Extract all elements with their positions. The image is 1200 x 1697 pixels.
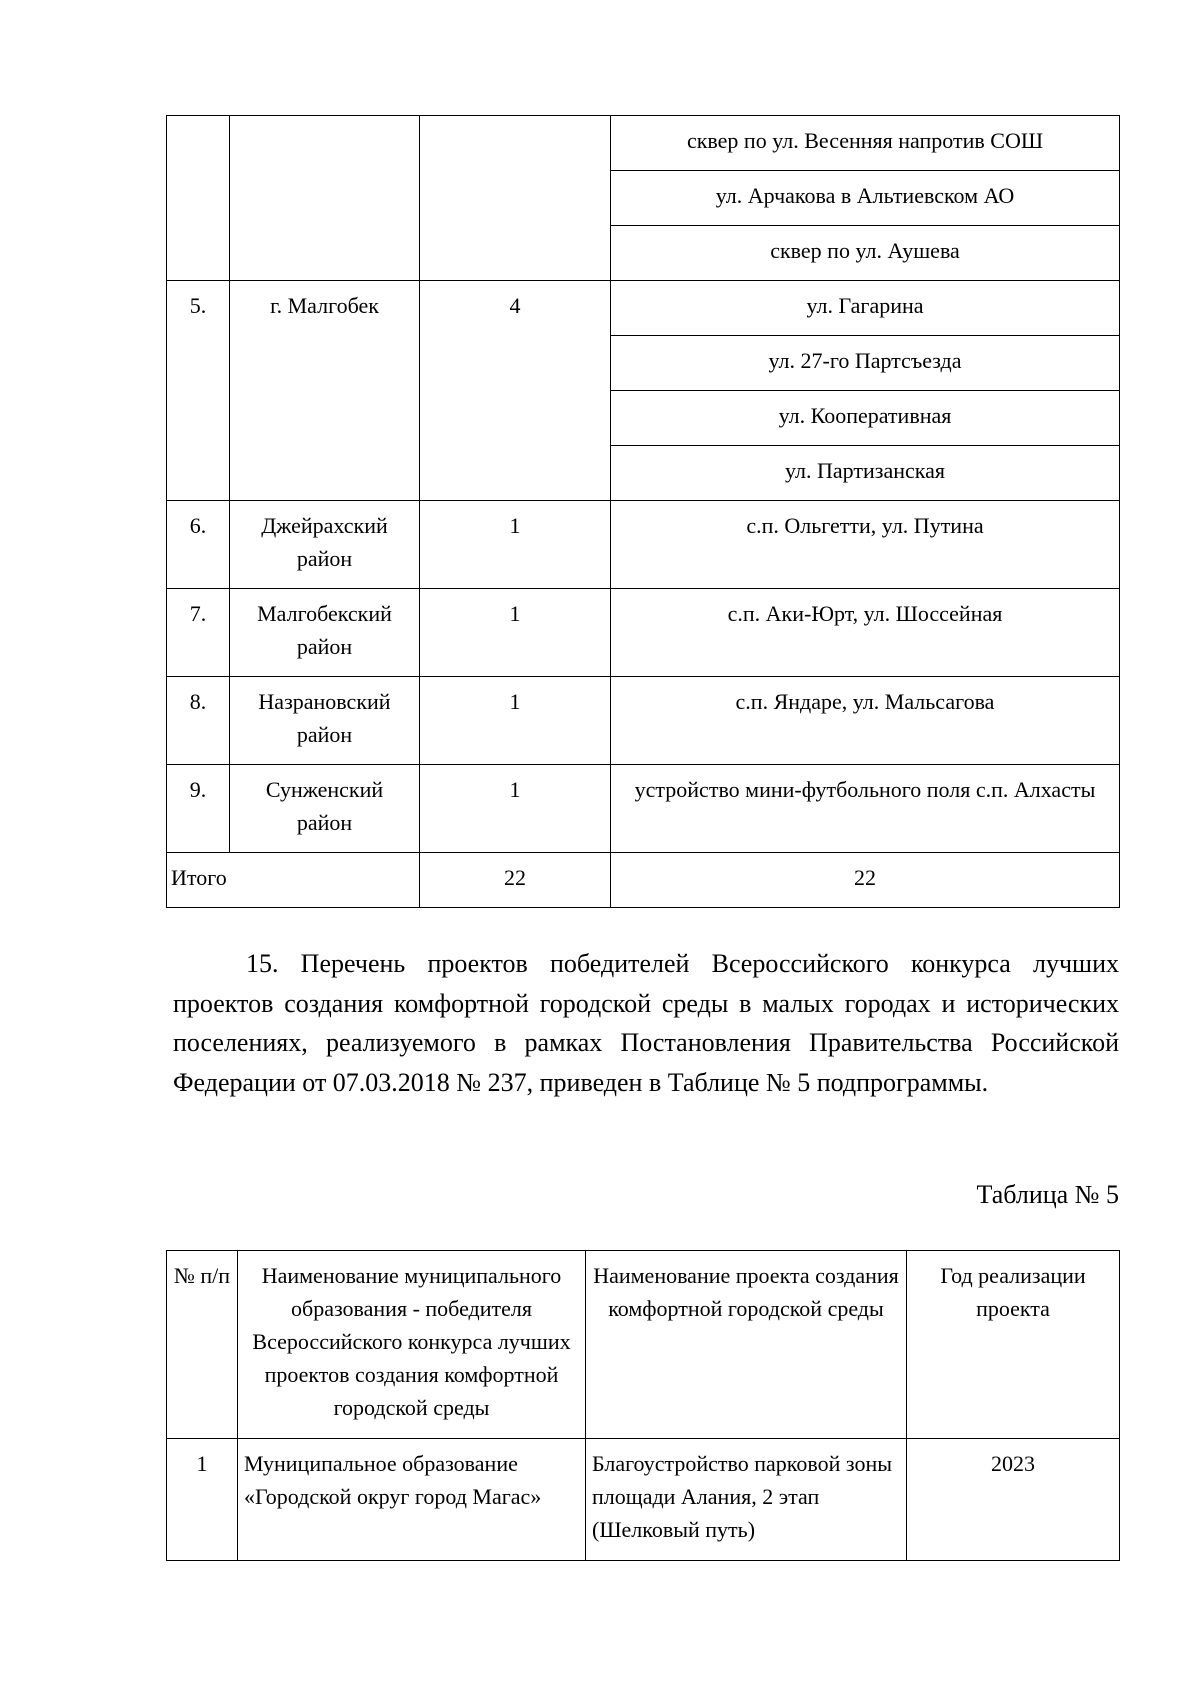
total-row	[167, 853, 1120, 908]
object-address: с.п. Яндаре, ул. Мальсагова	[611, 677, 1120, 765]
project-name: Благоустройство парковой зоны площади Алания, 2 этап (Шелковый путь)	[586, 1439, 907, 1561]
table-row	[167, 116, 1120, 171]
object-count: 1	[420, 677, 611, 765]
table-caption: Таблица № 5	[976, 1180, 1119, 1209]
object-address: ул. Партизанская	[611, 446, 1120, 501]
object-address: ул. 27-го Партсъезда	[611, 336, 1120, 391]
contest-winners-table	[166, 1250, 1120, 1561]
municipality-name	[230, 116, 420, 281]
table-row	[167, 281, 1120, 336]
object-address: ул. Арчакова в Альтиевском АО	[611, 171, 1120, 226]
total-label: Итого	[167, 853, 420, 908]
object-address: сквер по ул. Весенняя напротив СОШ	[611, 116, 1120, 171]
section-15-paragraph: 15. Перечень проектов победителей Всероссийского конкурса лучших проектов создания комфортной городской среды в малых городах и исторических поселениях, реализуемого в рамках Постановления Правительства Российской Федерации от 07.03.2018 № 237, приведен в Таблице № 5 подпрограммы.	[173, 949, 1119, 1097]
table-row	[167, 1439, 1120, 1561]
object-count: 1	[420, 501, 611, 589]
row-number: 1	[167, 1439, 238, 1561]
table-header-row	[167, 1251, 1120, 1439]
municipality-name: Джейрахский район	[230, 501, 420, 589]
object-address: сквер по ул. Аушева	[611, 226, 1120, 281]
municipality-name: г. Малгобек	[230, 281, 420, 501]
row-number	[167, 116, 230, 281]
row-number: 6.	[167, 501, 230, 589]
municipality-name: Муниципальное образование «Городской округ город Магас»	[238, 1439, 586, 1561]
municipality-name: Малгобекский район	[230, 589, 420, 677]
total-streets: 22	[611, 853, 1120, 908]
object-address: с.п. Аки-Юрт, ул. Шоссейная	[611, 589, 1120, 677]
object-address: с.п. Ольгетти, ул. Путина	[611, 501, 1120, 589]
table-row	[167, 589, 1120, 677]
object-count	[420, 116, 611, 281]
header-year: Год реализации проекта	[907, 1251, 1120, 1439]
object-address: устройство мини-футбольного поля с.п. Алхасты	[611, 765, 1120, 853]
header-number: № п/п	[167, 1251, 238, 1439]
object-address: ул. Кооперативная	[611, 391, 1120, 446]
table-row	[167, 765, 1120, 853]
object-count: 1	[420, 765, 611, 853]
object-address: ул. Гагарина	[611, 281, 1120, 336]
header-project: Наименование проекта создания комфортной городской среды	[586, 1251, 907, 1439]
total-count: 22	[420, 853, 611, 908]
municipality-name: Сунженский район	[230, 765, 420, 853]
row-number: 7.	[167, 589, 230, 677]
row-number: 8.	[167, 677, 230, 765]
municipality-name: Назрановский район	[230, 677, 420, 765]
improvement-objects-table	[166, 115, 1120, 908]
object-count: 1	[420, 589, 611, 677]
row-number: 9.	[167, 765, 230, 853]
table-row	[167, 501, 1120, 589]
object-count: 4	[420, 281, 611, 501]
header-municipality: Наименование муниципального образования - победителя Всероссийского конкурса лучших проектов создания комфортной городской среды	[238, 1251, 586, 1439]
row-number: 5.	[167, 281, 230, 501]
table-row	[167, 677, 1120, 765]
implementation-year: 2023	[907, 1439, 1120, 1561]
